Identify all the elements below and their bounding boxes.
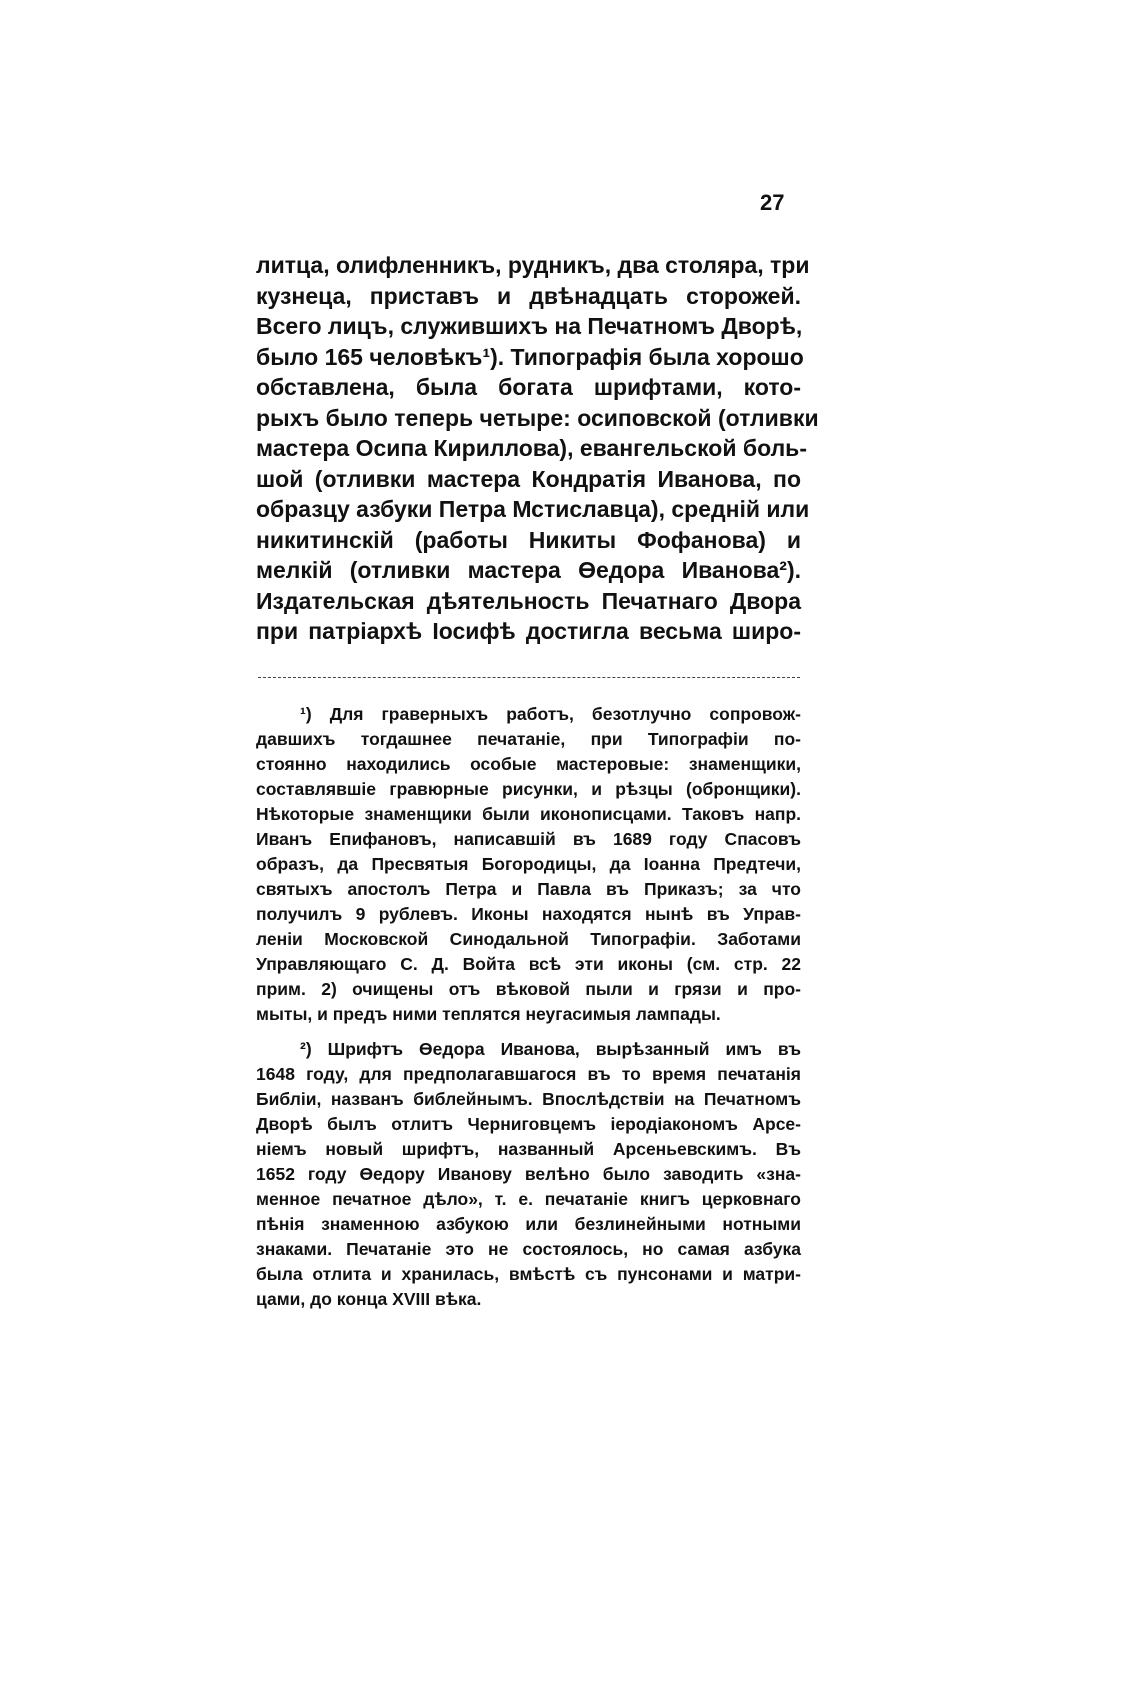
footnote-2-line: 1648 году, для предполагавшагося въ то время печатанія xyxy=(256,1064,801,1084)
footnotes-block xyxy=(256,702,801,1312)
footnote-2-line: Дворѣ былъ отлитъ Черниговцемъ іеродіакономъ Арсе- xyxy=(256,1114,801,1134)
text-line: обставлена, была богата шрифтами, кото- xyxy=(256,374,801,400)
footnote-2-line: была отлита и хранилась, вмѣстѣ съ пунсонами и матри- xyxy=(256,1264,801,1284)
text-line: мелкій (отливки мастера Өедора Иванова²). xyxy=(256,557,801,583)
text-line: шой (отливки мастера Кондратія Иванова, по xyxy=(256,465,801,492)
footnote-1-line: прим. 2) очищены отъ вѣковой пыли и грязи и про- xyxy=(256,979,801,999)
text-line: Всего лицъ, служившихъ на Печатномъ Дворѣ, xyxy=(256,313,803,339)
text-line: кузнеца, приставъ и двѣнадцать сторожей. xyxy=(256,282,801,309)
footnote-1-line: составлявшіе гравюрные рисунки, и рѣзцы (обронщики). xyxy=(256,779,801,799)
text-line: никитинскій (работы Никиты Фофанова) и xyxy=(256,526,801,553)
footnote-2-line: Библіи, названъ библейнымъ. Впослѣдствіи на Печатномъ xyxy=(256,1089,801,1109)
footnote-1-line: образъ, да Пресвятыя Богородицы, да Іоанна Предтечи, xyxy=(256,854,801,874)
main-text-block xyxy=(256,250,819,647)
footnote-1-line: Иванъ Епифановъ, написавшій въ 1689 году Спасовъ xyxy=(256,829,801,849)
text-line: при патріархѣ Іосифѣ достигла весьма широ- xyxy=(256,618,801,644)
footnote-1-line: мыты, и предъ ними теплятся неугасимыя лампады. xyxy=(256,1004,721,1024)
footnote-2-line: менное печатное дѣло», т. е. печатаніе книгъ церковнаго xyxy=(256,1189,801,1209)
footnote-2-line: знаками. Печатаніе это не состоялось, но самая азбука xyxy=(256,1239,801,1259)
footnote-2-line: цами, до конца XVIII вѣка. xyxy=(256,1289,482,1309)
footnote-1-line: давшихъ тогдашнее печатаніе, при Типографіи по- xyxy=(256,729,801,749)
text-line: образцу азбуки Петра Мстиславца), средній или xyxy=(256,496,810,522)
text-line: было 165 человѣкъ¹). Типографія была хорошо xyxy=(256,343,804,370)
text-line: литца, олифленникъ, рудникъ, два столяра, три xyxy=(256,252,810,278)
footnote-1-line: святыхъ апостолъ Петра и Павла въ Приказъ; за что xyxy=(256,879,801,899)
page-number: 27 xyxy=(760,190,785,215)
footnote-1-line: леніи Московской Синодальной Типографіи. Заботами xyxy=(256,929,801,949)
footnote-2-line: пѣнія знаменною азбукою или безлинейными нотными xyxy=(256,1214,801,1234)
footnote-2-line: ²) Шрифтъ Өедора Иванова, вырѣзанный имъ въ xyxy=(300,1039,801,1059)
footnote-1-line: стоянно находились особые мастеровые: знаменщики, xyxy=(256,754,801,774)
text-line: Издательская дѣятельность Печатнаго Двора xyxy=(256,587,801,614)
footnote-1-line: Управляющаго С. Д. Войта всѣ эти иконы (см. стр. 22 xyxy=(256,954,801,974)
footnote-2-line: ніемъ новый шрифтъ, названный Арсеньевскимъ. Въ xyxy=(256,1139,801,1159)
footnote-2-line: 1652 году Өедору Иванову велѣно было заводить «зна- xyxy=(256,1164,801,1184)
text-line: мастера Осипа Кириллова), евангельской боль- xyxy=(256,435,807,461)
text-line: рыхъ было теперь четыре: осиповской (отливки xyxy=(256,404,819,431)
footnote-separator xyxy=(258,677,800,678)
footnote-1-line: ¹) Для граверныхъ работъ, безотлучно сопровож- xyxy=(300,704,801,724)
footnote-1-line: Нѣкоторые знаменщики были иконописцами. Таковъ напр. xyxy=(256,804,801,824)
footnote-1-line: получилъ 9 рублевъ. Иконы находятся нынѣ въ Управ- xyxy=(256,904,801,924)
